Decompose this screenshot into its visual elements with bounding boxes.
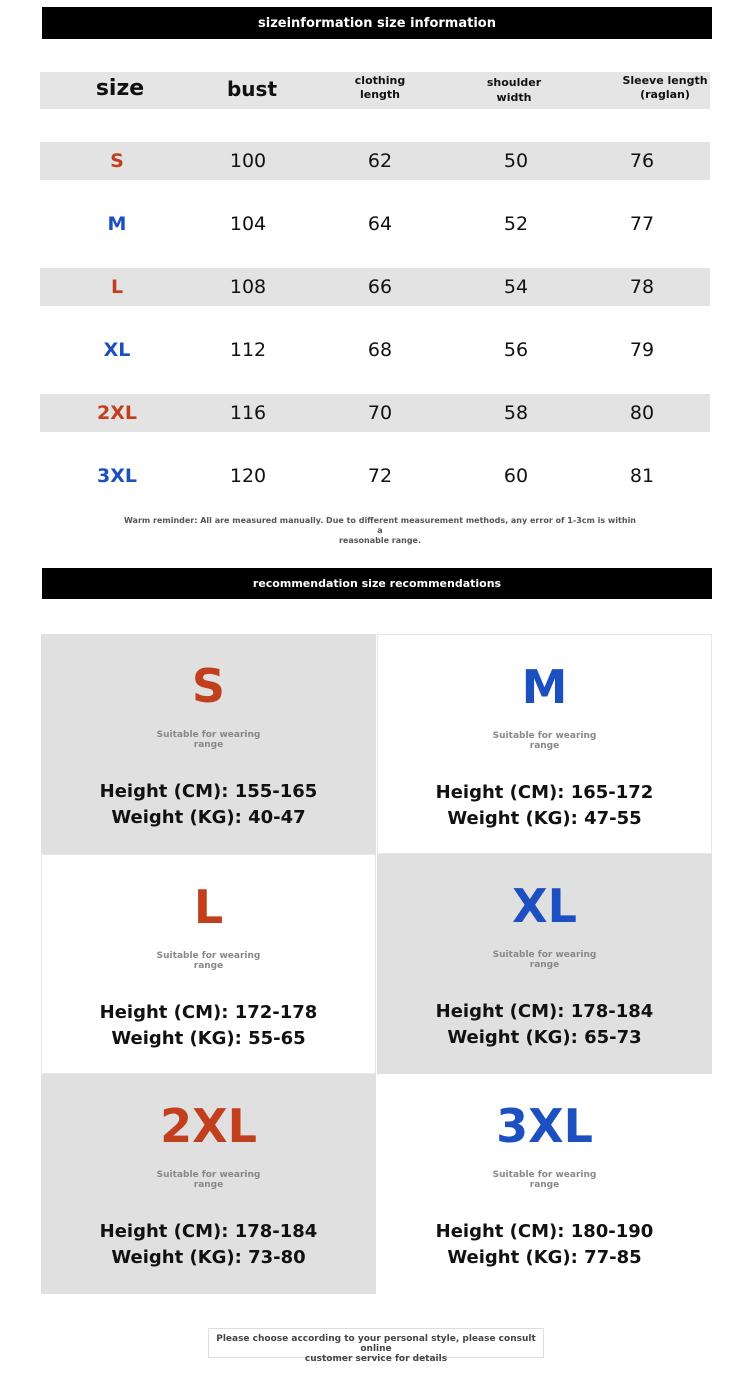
card-info (378, 780, 711, 832)
card-weight: Weight (KG): 73-80 (111, 1247, 306, 1268)
suitable-label (41, 730, 376, 750)
card-weight: Weight (KG): 40-47 (111, 807, 306, 828)
size-information-title: sizeinformation size information (258, 15, 496, 31)
recommendations-banner (42, 568, 712, 599)
row-bust: 112 (229, 339, 267, 361)
card-weight: Weight (KG): 65-73 (447, 1027, 642, 1048)
card-weight: Weight (KG): 77-85 (447, 1247, 642, 1268)
size-information-banner (42, 7, 712, 39)
card-info (42, 1000, 375, 1052)
row-bust: 100 (229, 150, 267, 172)
row-length: 66 (367, 276, 393, 298)
row-shoulder: 50 (503, 150, 529, 172)
row-bust: 120 (229, 465, 267, 487)
row-sleeve: 80 (629, 402, 655, 424)
card-size: 2XL (160, 1099, 257, 1153)
row-length: 62 (367, 150, 393, 172)
consult-note-line1: Please choose according to your personal style, please consult online (216, 1334, 536, 1354)
suitable-line2: range (529, 1180, 560, 1190)
card-info (41, 1219, 376, 1271)
row-length: 64 (367, 213, 393, 235)
suitable-line2: range (193, 1180, 224, 1190)
card-info (377, 999, 712, 1051)
recommendation-card (377, 854, 712, 1074)
recommendation-card (377, 1074, 712, 1294)
table-row (40, 331, 710, 369)
suitable-line1: Suitable for wearing (156, 951, 261, 961)
card-size: L (193, 880, 224, 934)
table-row (40, 457, 710, 495)
card-weight: Weight (KG): 55-65 (111, 1028, 306, 1049)
table-row (40, 205, 710, 243)
size-table-header (40, 72, 710, 109)
card-size: 3XL (496, 1099, 593, 1153)
suitable-label (377, 1170, 712, 1190)
warm-reminder-line1: Warm reminder: All are measured manually. Due to different measurement methods, any error of 1-3cm is within a (124, 516, 636, 535)
row-bust: 116 (229, 402, 267, 424)
table-row (40, 142, 710, 180)
header-clothing-length-line2: length (359, 88, 401, 101)
warm-reminder-line2: reasonable range. (338, 536, 422, 545)
row-length: 68 (367, 339, 393, 361)
recommendation-grid (41, 634, 712, 1294)
recommendation-card (377, 634, 712, 854)
suitable-line2: range (529, 960, 560, 970)
recommendation-card (41, 634, 376, 854)
header-sleeve-length (622, 74, 707, 102)
card-size: S (191, 659, 226, 713)
header-shoulder-width (487, 75, 541, 105)
suitable-line1: Suitable for wearing (492, 950, 597, 960)
suitable-line1: Suitable for wearing (492, 731, 597, 741)
card-height: Height (CM): 165-172 (435, 782, 654, 803)
row-shoulder: 54 (503, 276, 529, 298)
card-height: Height (CM): 155-165 (99, 781, 318, 802)
header-size: size (95, 76, 145, 101)
header-bust: bust (226, 77, 278, 101)
recommendation-card (41, 854, 376, 1074)
suitable-line2: range (193, 740, 224, 750)
row-shoulder: 56 (503, 339, 529, 361)
card-height: Height (CM): 180-190 (435, 1221, 654, 1242)
row-shoulder: 58 (503, 402, 529, 424)
row-size: XL (103, 339, 131, 361)
table-row (40, 268, 710, 306)
card-height: Height (CM): 178-184 (435, 1001, 654, 1022)
row-size: S (110, 150, 124, 172)
header-clothing-length-line1: clothing (354, 74, 406, 87)
warm-reminder (120, 516, 640, 546)
card-info (41, 779, 376, 831)
header-sleeve-length-line1: Sleeve length (622, 74, 708, 87)
row-sleeve: 76 (629, 150, 655, 172)
row-size: 2XL (97, 402, 137, 424)
card-size: M (521, 660, 568, 714)
suitable-line2: range (193, 961, 224, 971)
row-bust: 108 (229, 276, 267, 298)
suitable-label (41, 1170, 376, 1190)
suitable-line1: Suitable for wearing (156, 730, 261, 740)
header-shoulder-width-line1: shoulder (486, 76, 542, 89)
suitable-label (42, 951, 375, 971)
row-sleeve: 78 (629, 276, 655, 298)
card-weight: Weight (KG): 47-55 (447, 808, 642, 829)
recommendations-title: recommendation size recommendations (252, 577, 502, 590)
suitable-label (378, 731, 711, 751)
header-clothing-length (355, 74, 405, 102)
consult-note-line2: customer service for details (304, 1354, 448, 1364)
row-sleeve: 81 (629, 465, 655, 487)
row-shoulder: 52 (503, 213, 529, 235)
header-sleeve-length-line2: (raglan) (640, 88, 690, 101)
row-size: L (110, 276, 124, 298)
suitable-line2: range (529, 741, 560, 751)
card-height: Height (CM): 178-184 (99, 1221, 318, 1242)
row-sleeve: 79 (629, 339, 655, 361)
recommendation-card (41, 1074, 376, 1294)
card-height: Height (CM): 172-178 (99, 1002, 318, 1023)
header-shoulder-width-line2: width (496, 91, 532, 104)
card-info (377, 1219, 712, 1271)
row-length: 72 (367, 465, 393, 487)
row-size: 3XL (97, 465, 137, 487)
row-shoulder: 60 (503, 465, 529, 487)
row-bust: 104 (229, 213, 267, 235)
card-size: XL (512, 879, 577, 933)
row-sleeve: 77 (629, 213, 655, 235)
consult-note (208, 1328, 544, 1364)
row-length: 70 (367, 402, 393, 424)
row-size: M (107, 213, 127, 235)
suitable-line1: Suitable for wearing (156, 1170, 261, 1180)
suitable-label (377, 950, 712, 970)
table-row (40, 394, 710, 432)
suitable-line1: Suitable for wearing (492, 1170, 597, 1180)
